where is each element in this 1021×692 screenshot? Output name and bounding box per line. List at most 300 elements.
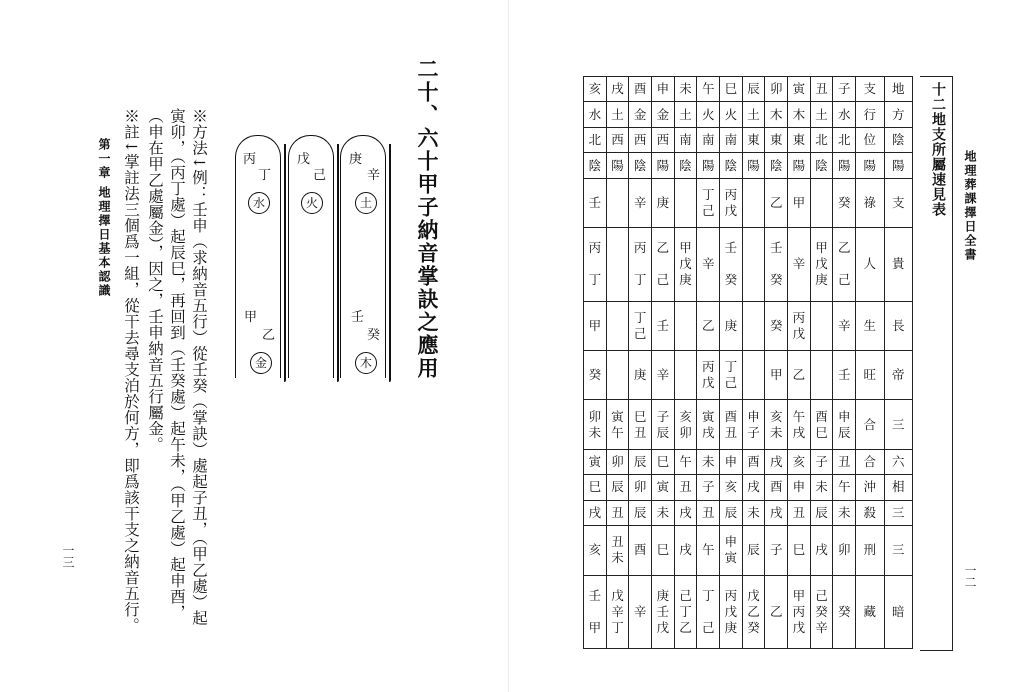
cell-char: 丑 [611, 504, 624, 520]
table-cell [788, 178, 811, 227]
table-cell [606, 350, 629, 399]
table-cell [652, 127, 675, 152]
cell-char: 乙 [679, 619, 692, 635]
row-label: 刑 [856, 526, 884, 575]
cell-char: 寅 [611, 408, 624, 424]
chapter-header: 第一章 地理擇日基本認識 [97, 138, 111, 299]
cell-char: 壬 [656, 603, 670, 619]
table-cell [833, 526, 856, 575]
book-header: 地理葬課擇日全書 [963, 150, 977, 262]
table-row [584, 526, 913, 575]
cell-char: 戌 [792, 424, 806, 440]
cell-char: 乙 [747, 603, 760, 619]
table-cell [765, 127, 788, 152]
table-cell [584, 400, 607, 449]
table-cell [788, 500, 811, 525]
cell-char: 卯 [611, 454, 624, 470]
cell-char: 戌 [769, 504, 783, 520]
cell-char: 丑 [792, 504, 806, 520]
table-cell [652, 77, 675, 102]
cell-char: 陽 [837, 157, 851, 173]
table-cell [652, 526, 675, 575]
table-cell [652, 350, 675, 399]
cell-char: 北 [815, 132, 828, 148]
table-cell [674, 350, 697, 399]
cell-char: 丁 [724, 359, 738, 375]
row-label: 合 [856, 400, 884, 449]
cell-char: 陽 [611, 157, 624, 173]
cell-char: 壬 [588, 587, 602, 603]
cell-char: 戊 [747, 587, 760, 603]
cell-char: 戊 [701, 375, 715, 391]
row-label: 支 [884, 178, 912, 227]
cell-char: 木 [792, 106, 806, 122]
palm-pill-3 [235, 135, 281, 378]
cell-char: 戊 [656, 619, 670, 635]
table-cell [606, 127, 629, 152]
table-row [584, 400, 913, 449]
cell-char: 癸 [747, 619, 760, 635]
table-cell [697, 350, 720, 399]
cell-char: 癸 [769, 317, 783, 333]
table-cell [629, 500, 652, 525]
cell-char [811, 195, 833, 211]
table-cell [652, 449, 675, 474]
cell-char: 丙 [792, 309, 806, 325]
table-cell [584, 102, 607, 127]
cell-char: 金 [633, 106, 647, 122]
table-cell [674, 575, 697, 648]
table-cell [720, 102, 743, 127]
table-cell [742, 526, 765, 575]
cell-char: 卯 [679, 424, 692, 440]
cell-char: 己 [633, 325, 647, 341]
table-cell [765, 526, 788, 575]
table-cell [765, 77, 788, 102]
method-note-column: ※方法↓例：壬申（求納音五行）從壬癸（掌訣）處起子丑，（甲乙處）起寅卯，（丙丁處）起辰巳，再回到（壬癸處）起午未，（甲乙處）起申酉，（申在甲乙處屬金），因之，壬申納音五行屬金。 [146, 108, 208, 626]
table-cell [606, 575, 629, 648]
row-label: 支 [856, 77, 884, 102]
table-cell [765, 178, 788, 227]
table-cell [720, 526, 743, 575]
cell-char: 午 [837, 479, 851, 495]
table-cell [697, 228, 720, 301]
cell-char [811, 318, 833, 334]
cell-char: 未 [679, 81, 692, 97]
cell-char: 乙 [701, 317, 715, 333]
cell-char: 土 [815, 106, 828, 122]
row-label: 三 [884, 400, 912, 449]
cell-char: 戌 [701, 424, 715, 440]
row-label: 陽 [856, 153, 884, 178]
table-cell [674, 526, 697, 575]
row-label: 旺 [856, 350, 884, 399]
cell-char: 甲 [588, 619, 602, 635]
cell-char: 寅 [656, 479, 670, 495]
table-row [584, 178, 913, 227]
table-cell [810, 500, 833, 525]
cell-char: 辛 [815, 619, 828, 635]
table-cell [788, 449, 811, 474]
cell-char: 陽 [656, 157, 670, 173]
cell-char: 酉 [724, 408, 738, 424]
table-cell [810, 301, 833, 350]
cell-char: 壬 [656, 317, 670, 333]
table-cell [742, 500, 765, 525]
table-cell [697, 400, 720, 449]
cell-char [652, 256, 674, 272]
cell-char [743, 256, 765, 272]
table-cell [697, 301, 720, 350]
page-number-right: 一二 [963, 564, 977, 588]
cell-char: 未 [701, 454, 715, 470]
cell-char: 巳 [588, 479, 602, 495]
table-cell [788, 77, 811, 102]
cell-char: 巳 [792, 542, 806, 558]
element-circle: 水 [248, 192, 270, 214]
cell-char: 戊 [724, 603, 738, 619]
table-cell [674, 102, 697, 127]
cell-char: 亥 [588, 81, 602, 97]
row-label: 行 [856, 102, 884, 127]
cell-char: 亥 [769, 408, 783, 424]
cell-char: 丑 [679, 479, 692, 495]
table-cell [833, 449, 856, 474]
table-cell [606, 400, 629, 449]
element-circle: 木 [355, 352, 377, 374]
table-cell [742, 575, 765, 648]
table-cell [833, 127, 856, 152]
cell-char: 寅 [588, 454, 602, 470]
table-row [584, 102, 913, 127]
cell-char: 丁 [633, 272, 647, 288]
table-cell [697, 526, 720, 575]
table-cell [765, 228, 788, 301]
table-row [584, 500, 913, 525]
table-cell [720, 127, 743, 152]
cell-char: 南 [701, 132, 715, 148]
pill-label: 乙 [262, 328, 276, 343]
cell-char: 庚 [815, 272, 828, 288]
element-circle: 金 [250, 352, 272, 374]
cell-char: 南 [679, 132, 692, 148]
table-cell [584, 575, 607, 648]
pill-label: 壬 [351, 310, 365, 325]
table-cell [606, 77, 629, 102]
cell-char: 辛 [611, 603, 624, 619]
table-cell [697, 102, 720, 127]
cell-char: 乙 [837, 240, 851, 256]
row-label: 生 [856, 301, 884, 350]
cell-char: 丑 [633, 424, 647, 440]
cell-char: 丑 [701, 504, 715, 520]
table-cell [629, 449, 652, 474]
cell-char: 巳 [656, 542, 670, 558]
cell-char [833, 256, 855, 272]
table-cell [720, 228, 743, 301]
cell-char: 土 [679, 106, 692, 122]
table-cell [742, 449, 765, 474]
table-cell [584, 77, 607, 102]
cell-char: 乙 [769, 603, 783, 619]
table-cell [629, 153, 652, 178]
cell-char: 未 [815, 479, 828, 495]
cell-char: 陰 [679, 157, 692, 173]
table-cell [765, 301, 788, 350]
cell-char: 子 [701, 479, 715, 495]
cell-char: 未 [837, 504, 851, 520]
cell-char: 酉 [815, 408, 828, 424]
cell-char [811, 367, 833, 383]
table-cell [584, 350, 607, 399]
cell-char: 北 [588, 132, 602, 148]
cell-char: 子 [815, 454, 828, 470]
cell-char: 戌 [815, 542, 828, 558]
row-label: 藏 [856, 575, 884, 648]
cell-char: 戌 [611, 81, 624, 97]
cell-char: 酉 [633, 542, 647, 558]
table-cell [720, 475, 743, 500]
cell-char: 辰 [747, 81, 760, 97]
pill-label: 丁 [258, 168, 272, 183]
cell-char: 西 [611, 132, 624, 148]
cell-char: 西 [633, 132, 647, 148]
table-cell [584, 449, 607, 474]
cell-char: 壬 [769, 240, 783, 256]
cell-char: 陽 [747, 157, 760, 173]
row-label: 地 [884, 77, 912, 102]
cell-char: 戊 [679, 256, 692, 272]
cell-char: 巳 [724, 81, 738, 97]
table-cell [584, 178, 607, 227]
table-cell [652, 228, 675, 301]
cell-char [720, 256, 742, 272]
cell-char: 金 [656, 106, 670, 122]
pill-label: 己 [313, 168, 327, 183]
table-cell [833, 301, 856, 350]
table-row [584, 153, 913, 178]
cell-char: 丙 [792, 603, 806, 619]
cell-char: 西 [656, 132, 670, 148]
table-title: 十二地支所屬速見表 [930, 82, 946, 217]
table-cell [810, 102, 833, 127]
table-cell [765, 102, 788, 127]
table-cell [720, 500, 743, 525]
row-label: 帝 [884, 350, 912, 399]
table-cell [788, 350, 811, 399]
table-cell [629, 575, 652, 648]
cell-char: 庚 [724, 619, 738, 635]
table-cell [720, 400, 743, 449]
cell-char [607, 318, 629, 334]
table-cell [652, 178, 675, 227]
cell-char: 庚 [633, 367, 647, 383]
cell-char: 己 [815, 587, 828, 603]
cell-char: 午 [611, 424, 624, 440]
table-cell [697, 153, 720, 178]
cell-char: 子 [769, 542, 783, 558]
table-cell [606, 475, 629, 500]
cell-char: 午 [701, 81, 715, 97]
cell-char: 癸 [815, 603, 828, 619]
cell-char: 戌 [769, 454, 783, 470]
cell-char: 丁 [611, 619, 624, 635]
cell-char: 亥 [724, 479, 738, 495]
cell-char: 東 [792, 132, 806, 148]
cell-char: 己 [701, 619, 715, 635]
row-label: 陰 [884, 127, 912, 152]
cell-char: 東 [769, 132, 783, 148]
cell-char: 丁 [633, 309, 647, 325]
table-cell [765, 475, 788, 500]
table-cell [742, 153, 765, 178]
table-cell [674, 500, 697, 525]
cell-char: 午 [792, 408, 806, 424]
cell-char [584, 604, 606, 620]
table-cell [810, 178, 833, 227]
cell-char: 火 [701, 106, 715, 122]
cell-char: 癸 [769, 272, 783, 288]
page-number-left: 一三 [61, 544, 75, 568]
table-cell [765, 153, 788, 178]
section-title: 二十、六十甲子納音掌訣之應用 [415, 58, 440, 380]
table-row [584, 449, 913, 474]
cell-char: 辰 [611, 479, 624, 495]
cell-char: 辰 [633, 504, 647, 520]
table-cell [652, 102, 675, 127]
table-cell [765, 449, 788, 474]
row-label: 六 [884, 449, 912, 474]
table-cell [765, 350, 788, 399]
cell-char: 申 [724, 454, 738, 470]
table-cell [697, 127, 720, 152]
cell-char: 丙 [588, 240, 602, 256]
table-cell [584, 127, 607, 152]
table-cell [606, 301, 629, 350]
table-cell [720, 153, 743, 178]
cell-char [607, 256, 629, 272]
table-cell [584, 500, 607, 525]
table-cell [788, 575, 811, 648]
cell-char [675, 195, 697, 211]
element-circle: 火 [301, 192, 323, 214]
row-label: 貴 [884, 228, 912, 301]
table-cell [720, 575, 743, 648]
cell-char: 子 [747, 424, 760, 440]
table-cell [720, 301, 743, 350]
row-label: 沖 [856, 475, 884, 500]
cell-char: 亥 [679, 408, 692, 424]
table-cell [833, 153, 856, 178]
table-cell [833, 178, 856, 227]
table-cell [742, 350, 765, 399]
cell-char: 己 [701, 203, 715, 219]
table-cell [629, 228, 652, 301]
pill-label: 甲 [244, 310, 258, 325]
cell-char: 丑 [611, 534, 624, 550]
table-cell [674, 77, 697, 102]
table-cell [629, 178, 652, 227]
table-cell [652, 400, 675, 449]
table-cell [788, 400, 811, 449]
table-cell [742, 301, 765, 350]
cell-char: 南 [724, 132, 738, 148]
table-cell [810, 575, 833, 648]
table-cell [629, 77, 652, 102]
cell-char: 申 [656, 81, 670, 97]
cell-char: 陰 [769, 157, 783, 173]
cell-char [765, 256, 787, 272]
table-cell [584, 228, 607, 301]
cell-char: 卯 [588, 408, 602, 424]
cell-char: 北 [837, 132, 851, 148]
table-cell [833, 102, 856, 127]
cell-char: 辰 [815, 504, 828, 520]
cell-char: 未 [747, 504, 760, 520]
table-cell [765, 575, 788, 648]
cell-char [607, 367, 629, 383]
cell-char: 寅 [724, 550, 738, 566]
table-cell [629, 400, 652, 449]
cell-char: 丑 [724, 424, 738, 440]
table-cell [674, 400, 697, 449]
table-row [584, 127, 913, 152]
branch-attribute-table [583, 76, 913, 649]
cell-char: 戊 [724, 203, 738, 219]
cell-char: 戌 [679, 504, 692, 520]
cell-char: 己 [679, 587, 692, 603]
cell-char [675, 367, 697, 383]
table-cell [810, 127, 833, 152]
table-cell [810, 526, 833, 575]
cell-char: 酉 [769, 479, 783, 495]
cell-char: 丁 [679, 603, 692, 619]
cell-char: 癸 [588, 367, 602, 383]
cell-char: 辛 [633, 603, 647, 619]
table-cell [833, 400, 856, 449]
table-row [584, 77, 913, 102]
cell-char: 寅 [792, 81, 806, 97]
cell-char [584, 256, 606, 272]
table-cell [720, 178, 743, 227]
cell-char: 壬 [724, 240, 738, 256]
table-cell [584, 526, 607, 575]
table-cell [652, 500, 675, 525]
table-cell [652, 575, 675, 648]
table-cell [810, 153, 833, 178]
cell-char [743, 367, 765, 383]
cell-char: 戊 [792, 619, 806, 635]
table-cell [629, 102, 652, 127]
palm-pill-2 [288, 135, 334, 378]
table-cell [742, 127, 765, 152]
table-cell [674, 228, 697, 301]
cell-char: 丙 [724, 587, 738, 603]
table-cell [697, 475, 720, 500]
cell-char: 己 [656, 272, 670, 288]
pill-label: 戊 [297, 152, 311, 167]
table-cell [742, 228, 765, 301]
cell-char: 乙 [769, 195, 783, 211]
table-cell [788, 127, 811, 152]
cell-char: 辛 [633, 195, 647, 211]
table-cell [833, 228, 856, 301]
cell-char: 亥 [792, 454, 806, 470]
table-cell [652, 153, 675, 178]
table-row [584, 228, 913, 301]
table-cell [584, 301, 607, 350]
table-row [584, 301, 913, 350]
